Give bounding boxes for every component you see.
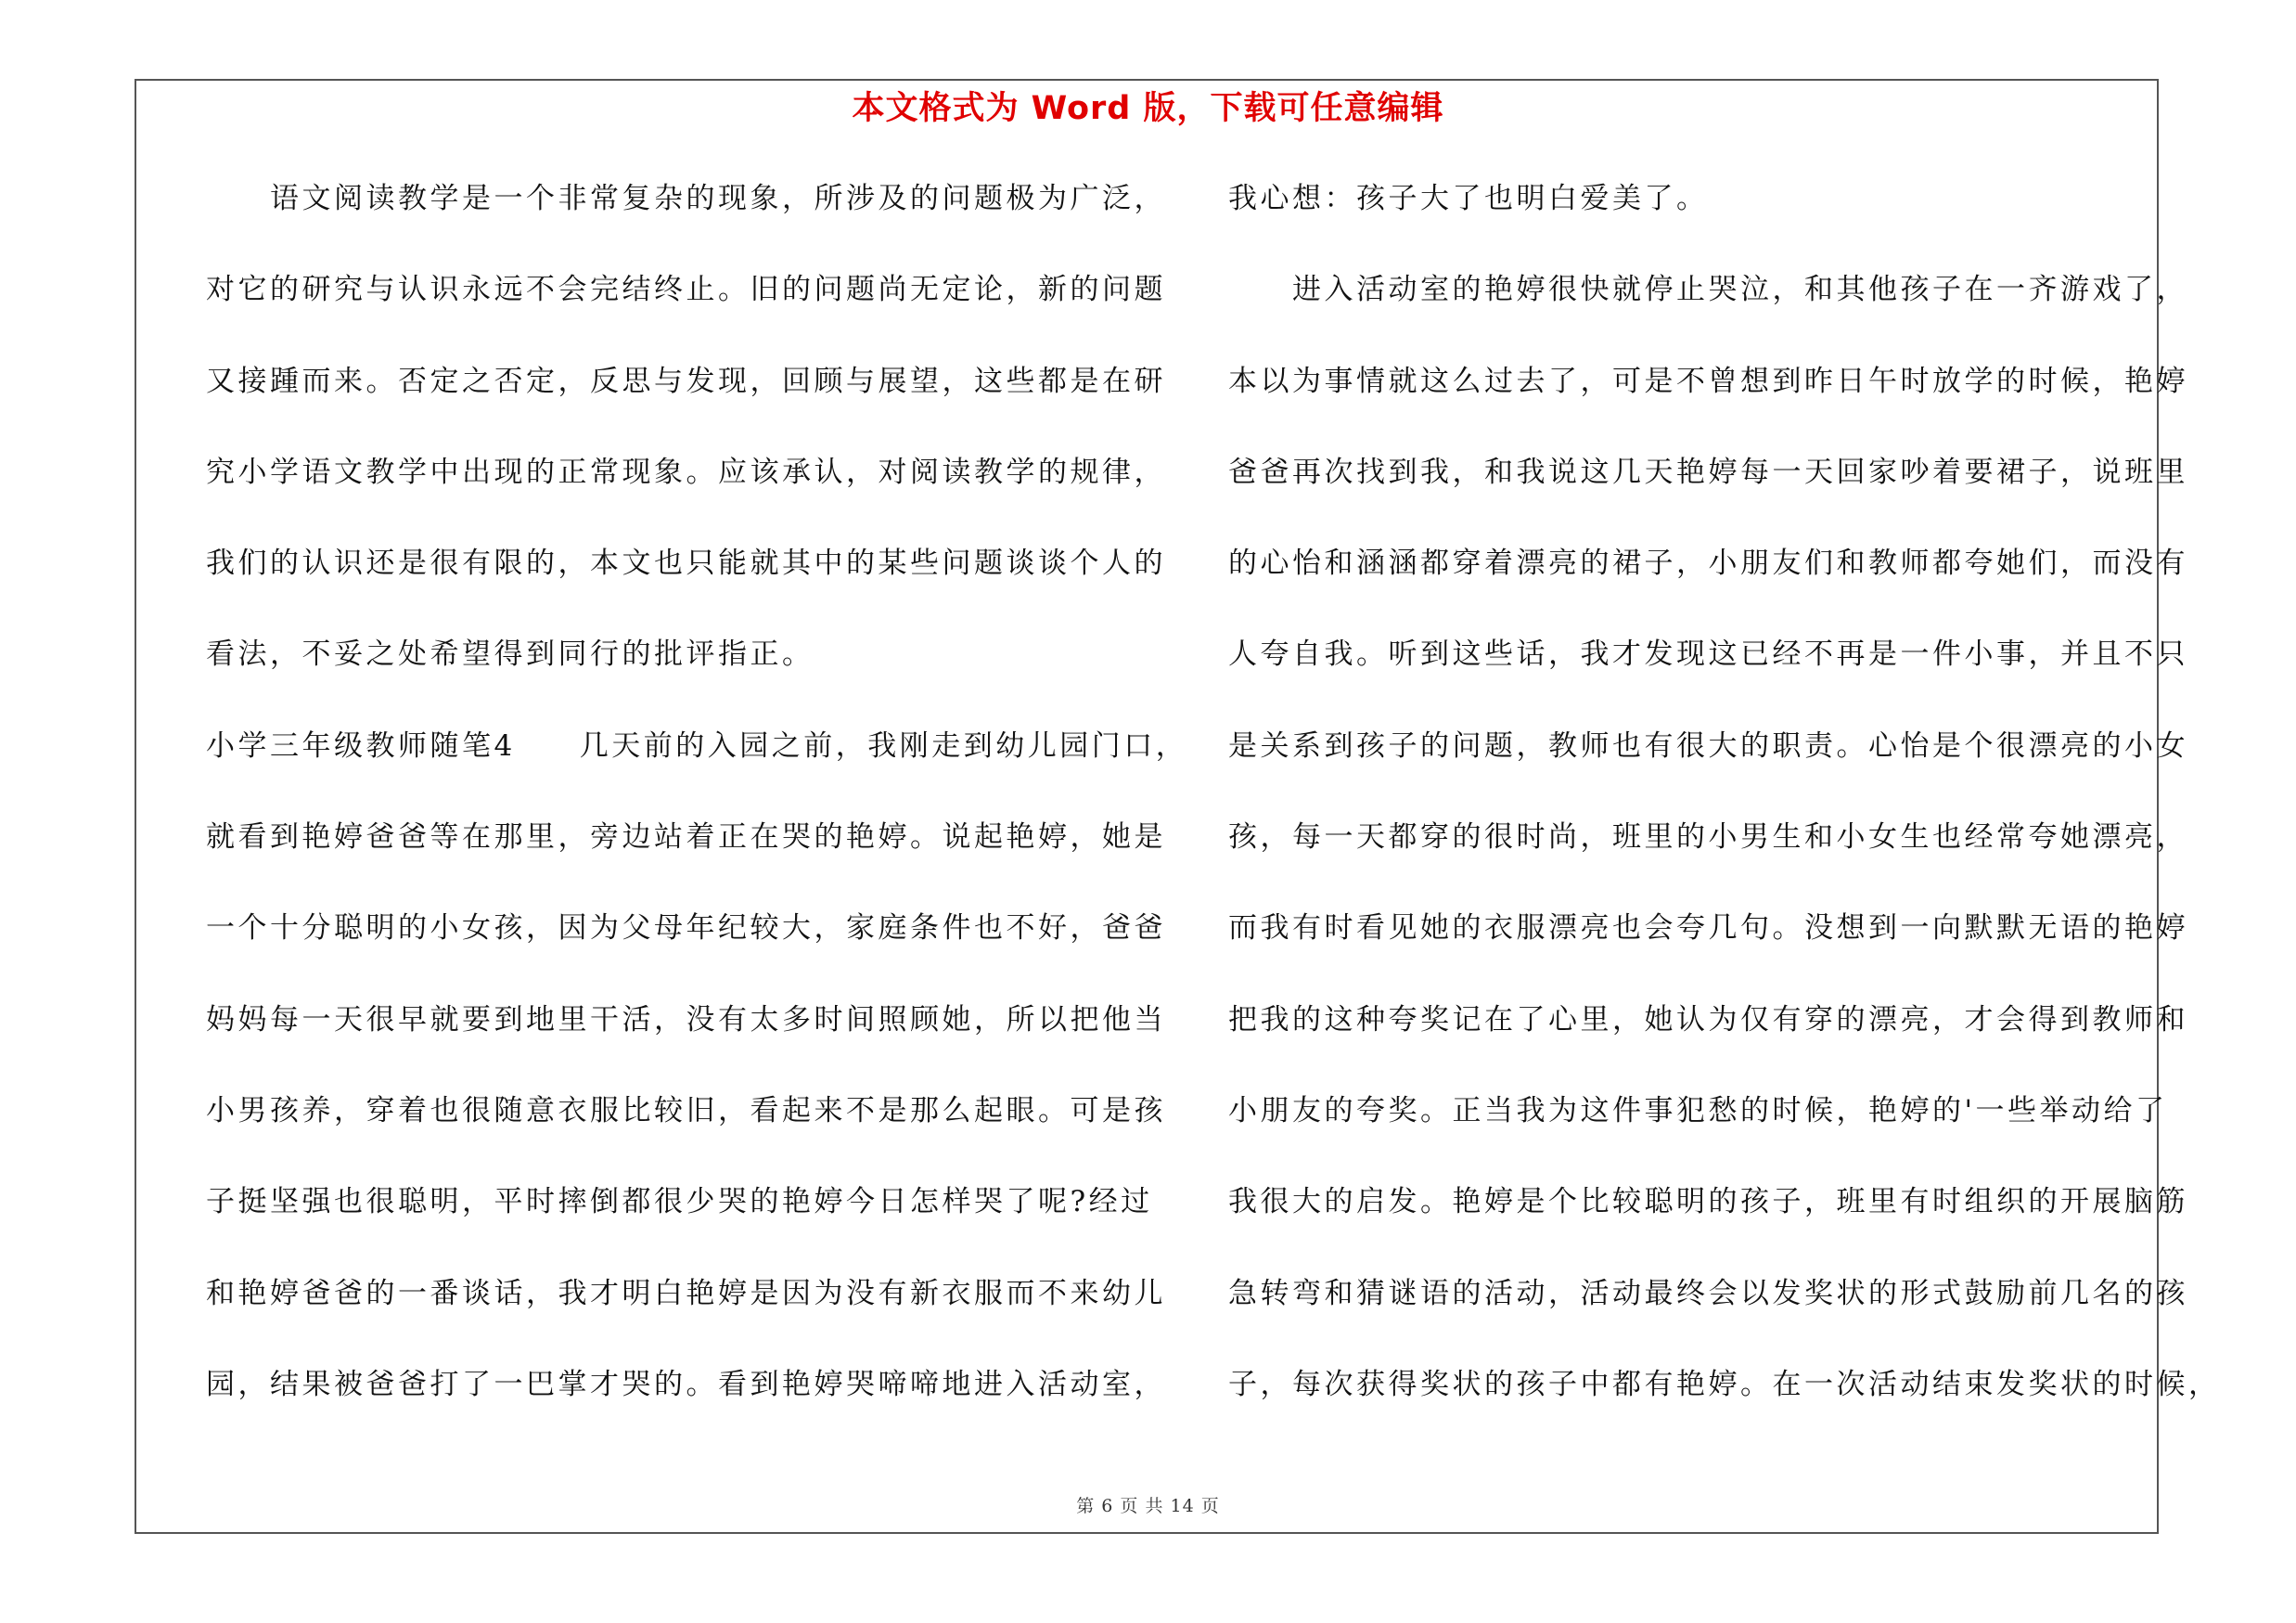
text-line: 看法，不妥之处希望得到同行的批评指正。 [206,638,815,672]
text-line: 园，结果被爸爸打了一巴掌才哭的。看到艳婷哭啼啼地进入活动室， [206,1367,1166,1401]
text-line: 急转弯和猜谜语的活动，活动最终会以发奖状的形式鼓励前几名的孩 [1228,1276,2188,1310]
right-column [1228,179,2221,1456]
page-number: 第 6 页 共 14 页 [1076,1496,1220,1516]
text-line: 子，每次获得奖状的孩子中都有艳婷。在一次活动结束发奖状的时候， [1228,1367,2221,1401]
text-line: 进入活动室的艳婷很快就停止哭泣，和其他孩子在一齐游戏了， [1228,273,2188,307]
text-line: 我们的认识还是很有限的，本文也只能就其中的某些问题谈谈个人的 [206,547,1166,581]
text-line: 究小学语文教学中出现的正常现象。应该承认，对阅读教学的规律， [206,455,1166,489]
format-banner: 本文格式为 Word 版，下载可任意编辑 [852,90,1444,127]
text-line: 爸爸再次找到我，和我说这几天艳婷每一天回家吵着要裙子，说班里 [1228,455,2188,489]
text-line: 小学三年级教师随笔4 几天前的入园之前，我刚走到幼儿园门口， [206,728,1188,763]
text-line: 妈妈每一天很早就要到地里干活，没有太多时间照顾她，所以把他当 [206,1002,1166,1037]
text-line: 人夸自我。听到这些话，我才发现这已经不再是一件小事，并且不只 [1228,638,2188,672]
text-line: 一个十分聪明的小女孩，因为父母年纪较大，家庭条件也不好，爸爸 [206,911,1166,946]
left-column [206,179,1188,1456]
text-line: 语文阅读教学是一个非常复杂的现象，所涉及的问题极为广泛， [206,182,1166,215]
text-line: 就看到艳婷爸爸等在那里，旁边站着正在哭的艳婷。说起艳婷，她是 [206,820,1166,855]
text-line: 的心怡和涵涵都穿着漂亮的裙子，小朋友们和教师都夸她们，而没有 [1228,547,2188,581]
text-line: 而我有时看见她的衣服漂亮也会夸几句。没想到一向默默无语的艳婷 [1228,911,2188,946]
text-line: 和艳婷爸爸的一番谈话，我才明白艳婷是因为没有新衣服而不来幼儿 [206,1276,1166,1310]
text-line: 我心想：孩子大了也明白爱美了。 [1228,182,1709,215]
text-line: 对它的研究与认识永远不会完结终止。旧的问题尚无定论，新的问题 [206,273,1166,307]
text-line: 子挺坚强也很聪明，平时摔倒都很少哭的艳婷今日怎样哭了呢?经过 [206,1185,1153,1219]
text-line: 把我的这种夸奖记在了心里，她认为仅有穿的漂亮，才会得到教师和 [1228,1002,2188,1037]
text-line: 我很大的启发。艳婷是个比较聪明的孩子，班里有时组织的开展脑筋 [1228,1185,2188,1219]
text-line: 是关系到孩子的问题，教师也有很大的职责。心怡是个很漂亮的小女 [1228,728,2188,763]
text-line: 孩，每一天都穿的很时尚，班里的小男生和小女生也经常夸她漂亮， [1228,820,2188,855]
text-line: 小朋友的夸奖。正当我为这件事犯愁的时候，艳婷的'一些举动给了 [1228,1093,2168,1127]
text-line: 又接踵而来。否定之否定，反思与发现，回顾与展望，这些都是在研 [206,364,1166,398]
text-line: 小男孩养，穿着也很随意衣服比较旧，看起来不是那么起眼。可是孩 [206,1093,1166,1127]
text-line: 本以为事情就这么过去了，可是不曾想到昨日午时放学的时候，艳婷 [1228,364,2188,398]
